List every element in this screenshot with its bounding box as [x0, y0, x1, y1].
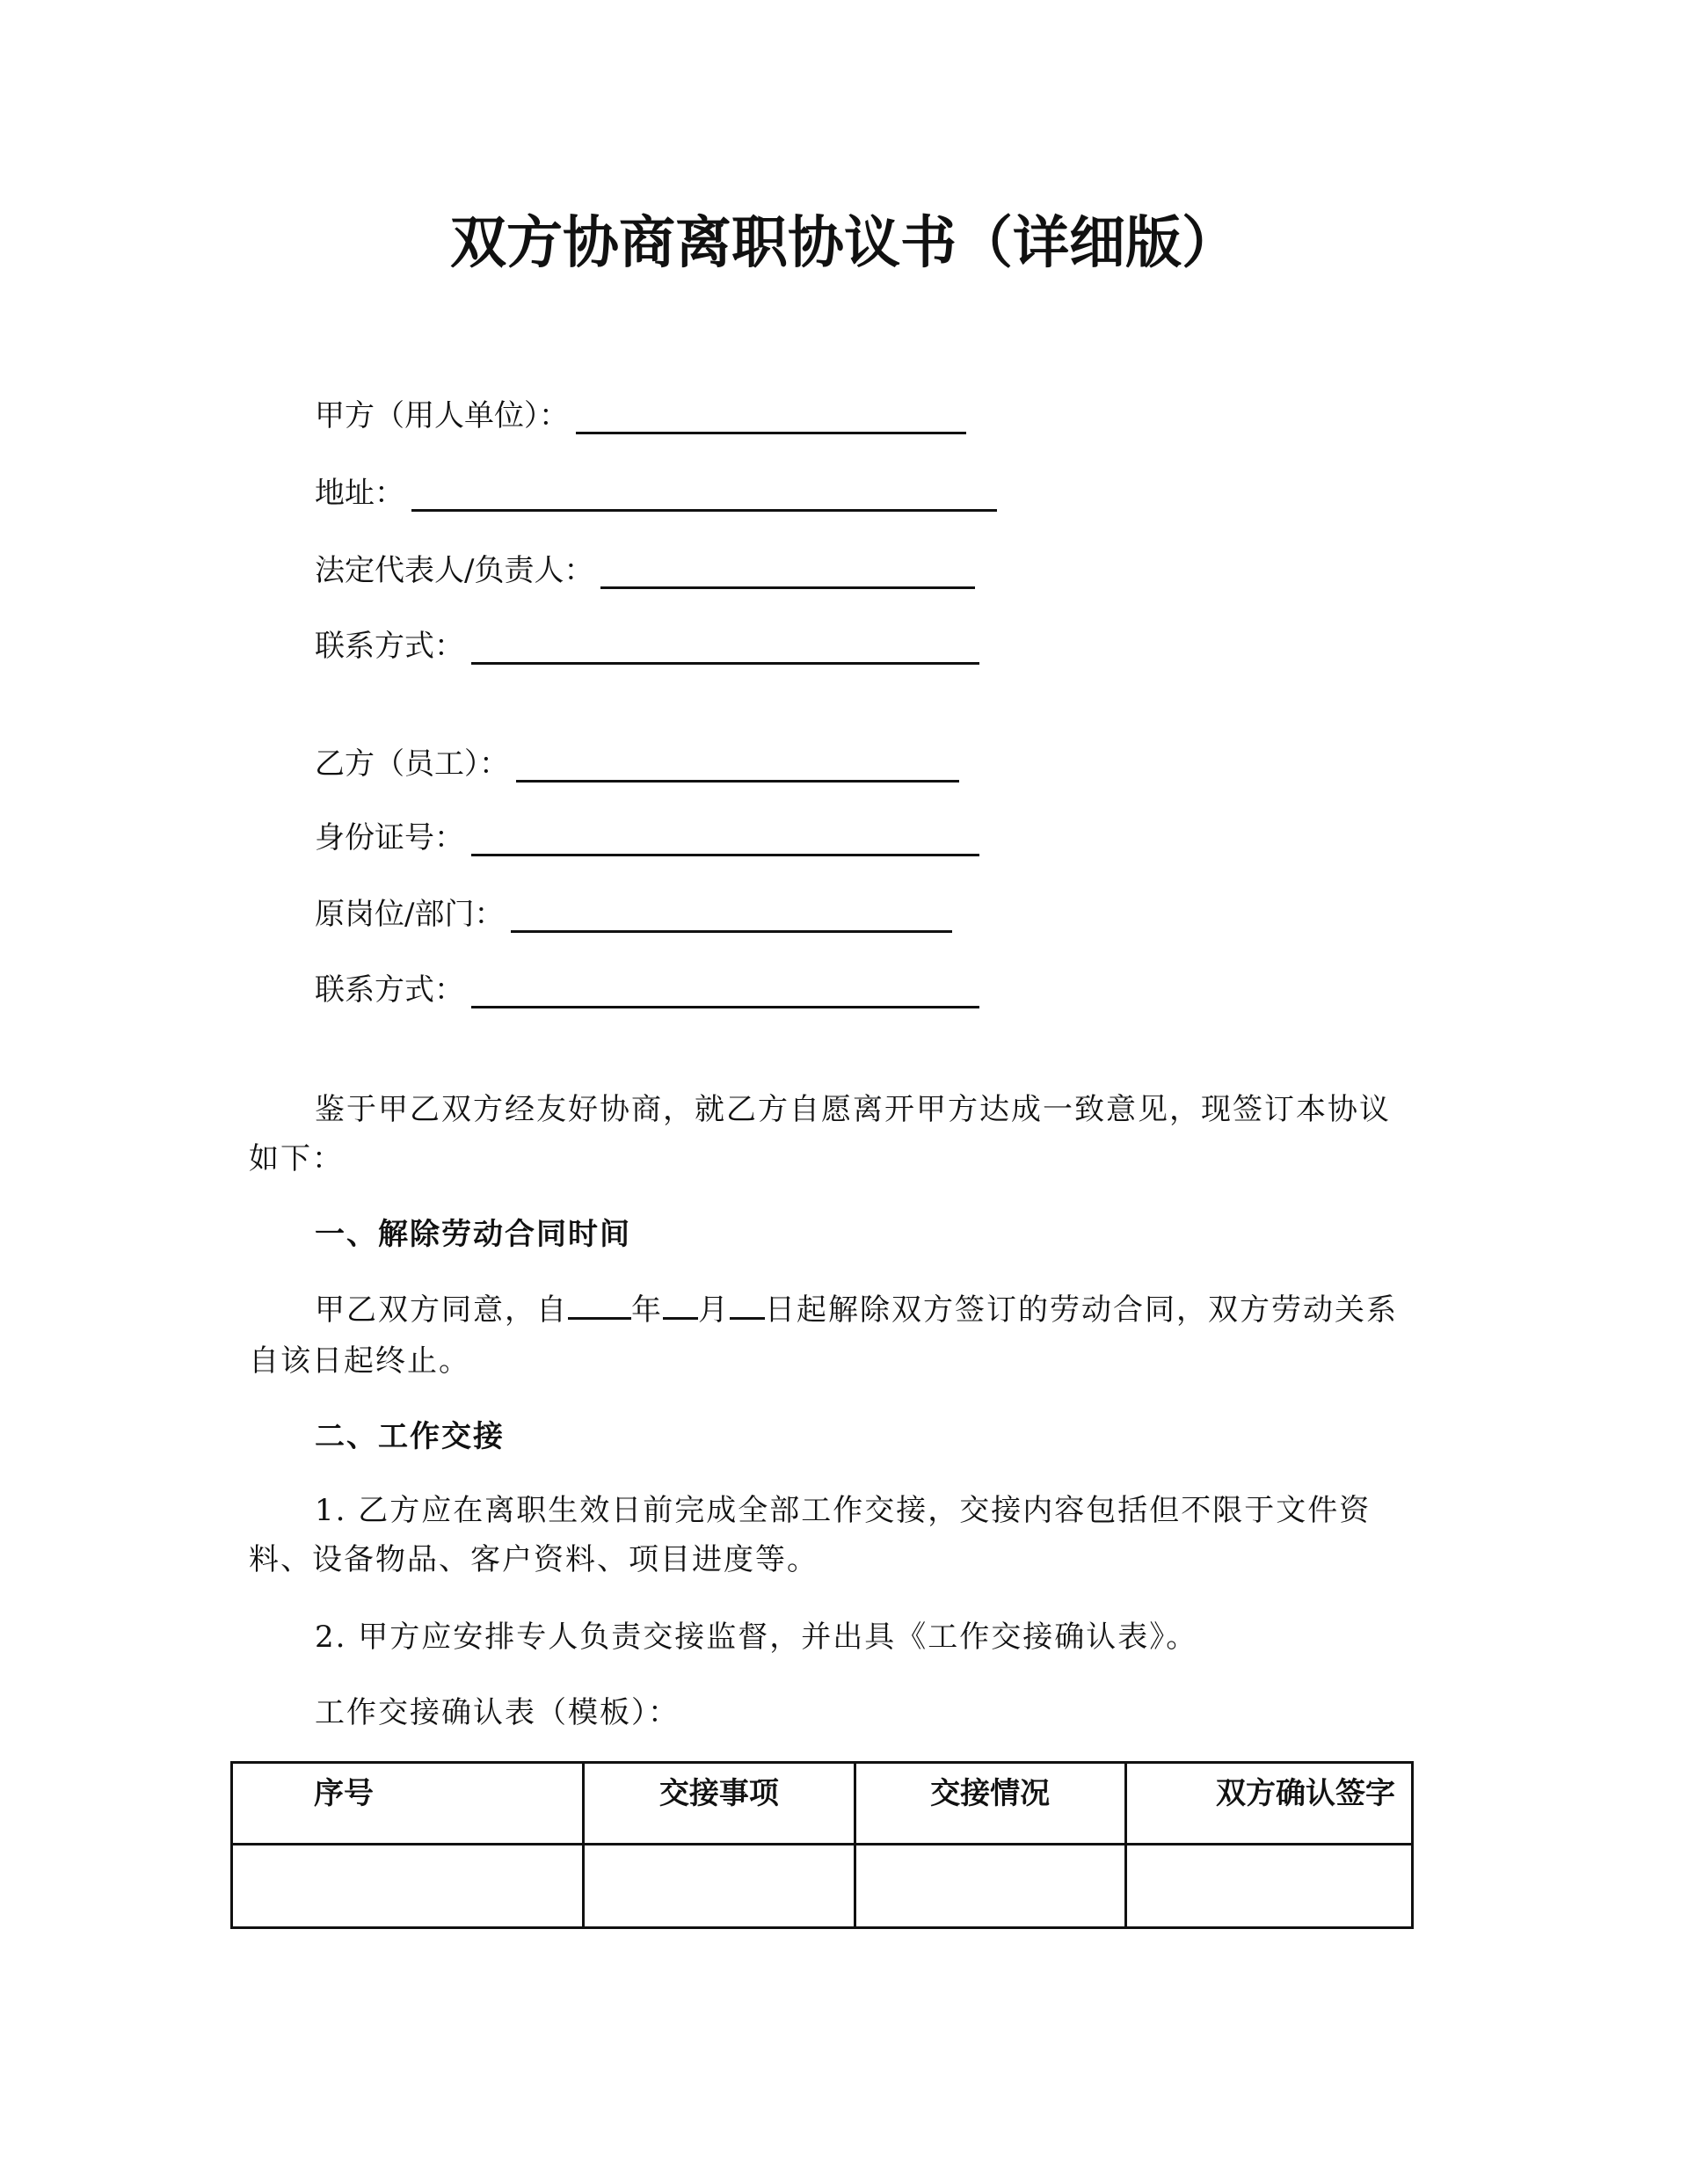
party-a-contact-label: 联系方式： — [315, 629, 464, 664]
section-1-line-2: 自该日起终止。 — [249, 1343, 470, 1379]
table-cell-status[interactable] — [855, 1845, 1125, 1928]
party-a-contact-field[interactable] — [315, 622, 979, 665]
section-2-item-1-line-2: 料、设备物品、客户资料、项目进度等。 — [249, 1542, 819, 1577]
party-b-contact-blank[interactable] — [471, 976, 979, 1008]
party-b-name-field[interactable] — [315, 739, 959, 783]
table-cell-serial[interactable] — [232, 1845, 584, 1928]
day-blank[interactable] — [730, 1291, 765, 1320]
month-label: 月 — [698, 1292, 730, 1328]
section-1-text-b: 日起解除双方签订的劳动合同，双方劳动关系 — [765, 1292, 1398, 1328]
handover-table — [230, 1761, 1414, 1929]
party-b-position-field[interactable] — [315, 890, 952, 933]
party-a-address-blank[interactable] — [411, 479, 997, 512]
table-cell-item[interactable] — [584, 1845, 855, 1928]
party-b-name-blank[interactable] — [516, 750, 959, 783]
party-b-id-blank[interactable] — [471, 824, 979, 856]
intro-line-1: 鉴于甲乙双方经友好协商，就乙方自愿离开甲方达成一致意见，现签订本协议 — [315, 1092, 1391, 1127]
party-b-contact-field[interactable] — [315, 965, 979, 1008]
month-blank[interactable] — [663, 1291, 698, 1320]
party-b-contact-label: 联系方式： — [315, 972, 464, 1008]
party-a-representative-blank[interactable] — [600, 557, 975, 589]
party-a-address-label: 地址： — [315, 476, 404, 511]
table-caption: 工作交接确认表（模板）： — [315, 1695, 680, 1730]
party-a-name-label: 甲方（用人单位）： — [315, 398, 569, 433]
header-status: 交接情况 — [855, 1763, 1125, 1845]
party-a-name-field[interactable] — [315, 391, 966, 434]
party-a-contact-blank[interactable] — [471, 632, 979, 665]
party-a-representative-label: 法定代表人/负责人： — [315, 553, 594, 588]
header-serial: 序号 — [232, 1763, 584, 1845]
table-header-row — [232, 1763, 1413, 1845]
header-signature: 双方确认签字 — [1125, 1763, 1412, 1845]
party-a-name-blank[interactable] — [576, 402, 966, 434]
document-title: 双方协商离职协议书（详细版） — [450, 211, 1238, 276]
party-a-representative-field[interactable] — [315, 546, 975, 589]
party-b-position-blank[interactable] — [511, 900, 952, 933]
intro-line-2: 如下： — [249, 1141, 344, 1176]
section-1-heading: 一、解除劳动合同时间 — [315, 1217, 631, 1252]
section-1-text-a: 甲乙双方同意，自 — [315, 1292, 568, 1328]
party-b-id-label: 身份证号： — [315, 820, 464, 855]
section-2-item-2: 2. 甲方应安排专人负责交接监督，并出具《工作交接确认表》。 — [315, 1620, 1198, 1655]
party-b-position-label: 原岗位/部门： — [315, 897, 505, 932]
table-row — [232, 1845, 1413, 1928]
section-1-line-1 — [315, 1285, 1398, 1329]
party-b-id-field[interactable] — [315, 813, 979, 856]
year-blank[interactable] — [568, 1291, 631, 1320]
table-cell-signature[interactable] — [1125, 1845, 1412, 1928]
year-label: 年 — [631, 1292, 663, 1328]
party-a-address-field[interactable] — [315, 469, 997, 512]
header-item: 交接事项 — [584, 1763, 855, 1845]
section-2-item-1-line-1: 1. 乙方应在离职生效日前完成全部工作交接，交接内容包括但不限于文件资 — [315, 1493, 1372, 1528]
party-b-name-label: 乙方（员工）： — [315, 746, 509, 782]
section-2-heading: 二、工作交接 — [315, 1419, 505, 1454]
